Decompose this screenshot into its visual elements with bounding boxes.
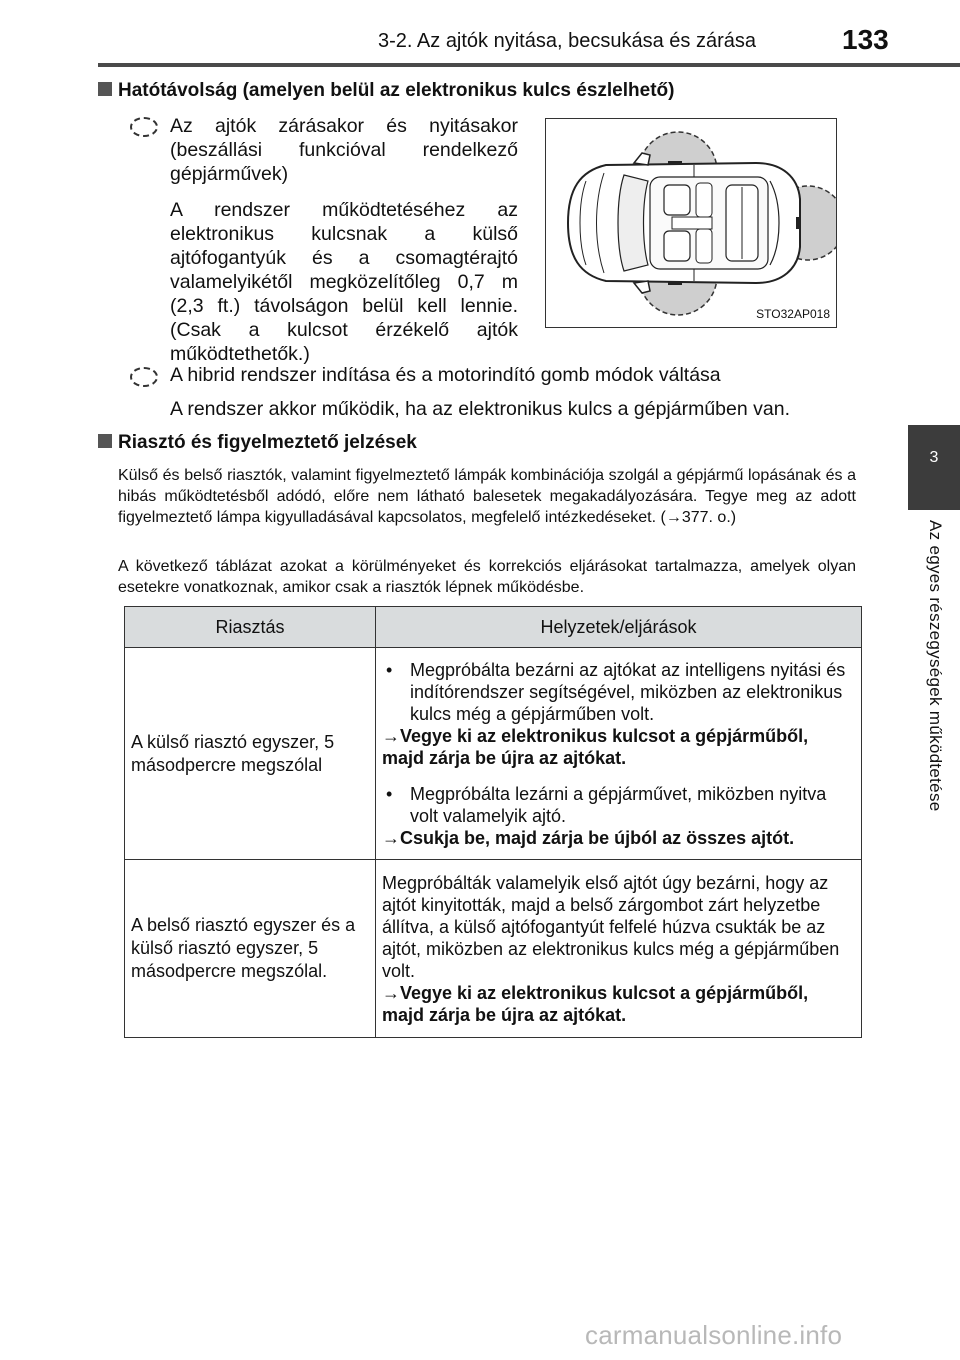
dashed-oval-icon: [130, 117, 158, 137]
arrow-icon: →: [382, 982, 400, 1003]
action-line: →Csukja be, majd zárja be újból az összes ajtót.: [382, 827, 795, 848]
arrow-icon: →: [665, 509, 682, 526]
heading-text: Riasztó és figyelmeztető jelzések: [118, 432, 417, 453]
section-title: 3-2. Az ajtók nyitása, becsukása és zárása: [378, 30, 756, 52]
chapter-title-vertical: [920, 520, 950, 860]
square-bullet-icon: [98, 82, 112, 96]
alarms-paragraph: Külső és belső riasztók, valamint figyelmeztető lámpák kombinációja szolgál a gépjármű lopásának és a hibás működtetésből adódó, előre nem látható balesetek megakadályozására. Tegye meg az adott figyelmeztető lámpa kigyulladásával kapcsolatos, megfelelő intézkedéseket. (→377. o.): [118, 467, 856, 526]
list-item: • Megpróbálta bezárni az ajtókat az intelligens nyitási és indítórendszer segítségével, miközben az elektronikus kulcs még a gépjárműben volt.: [386, 659, 846, 724]
watermark: carmanualsonline.info: [585, 1320, 843, 1350]
door-handle-mark: [668, 161, 682, 165]
figure-code: STO32AP018: [756, 307, 830, 321]
situation-cell: [376, 648, 862, 860]
section-heading-alarms: [98, 432, 417, 454]
column-header-alarm: Riasztás: [125, 607, 376, 648]
table-intro-paragraph: A következő táblázat azokat a körülményeket és korrekciós eljárásokat tartalmazza, amelyek olyan esetekre vonatkoznak, amikor csak a riasztók lépnek működésbe.: [118, 558, 856, 596]
table-header-row: [125, 607, 862, 648]
alarm-table: [124, 606, 862, 1038]
dashed-oval-icon: [130, 367, 158, 387]
action-line: →Vegye ki az elektronikus kulcsot a gépjárműből, majd zárja be újra az ajtókat.: [382, 725, 809, 768]
section-heading-range: [98, 80, 674, 102]
action-line: →Vegye ki az elektronikus kulcsot a gépjárműből, majd zárja be újra az ajtókat.: [382, 982, 809, 1025]
item2-title: A hibrid rendszer indítása és a motorindító gomb módok váltása: [170, 364, 721, 386]
list-item: • Megpróbálta lezárni a gépjárművet, miközben nyitva volt valamelyik ajtó.: [386, 783, 827, 826]
range-diagram: [545, 118, 837, 328]
chapter-title: Az egyes részegységek működtetése: [926, 520, 945, 812]
item1-body: A rendszer működtetéséhez az elektronikus kulcsnak a külső ajtófogantyúk és a csomagtérajtó valamelyikétől megközelítőleg 0,7 m (2,3 ft.) távolságon belül kell lennie. (Csak a kulcsot érzékelő ajtók működtethetők.): [170, 199, 518, 365]
item1-title: Az ajtók zárásakor és nyitásakor (beszállási funkcióval rendelkező gépjárművek): [170, 115, 518, 185]
car-top-view-illustration: [546, 119, 836, 327]
square-bullet-icon: [98, 434, 112, 448]
header-rule: [98, 63, 960, 67]
chapter-tab: [908, 425, 960, 510]
alarm-cell: A belső riasztó egyszer és a külső riasztó egyszer, 5 másodpercre megszólal.: [125, 860, 376, 1038]
page-number: 133: [842, 24, 889, 55]
alarm-cell: A külső riasztó egyszer, 5 másodpercre megszólal: [125, 648, 376, 860]
heading-text: Hatótávolság (amelyen belül az elektronikus kulcs észlelhető): [118, 80, 675, 101]
table-row: [125, 648, 862, 860]
column-header-situation: Helyzetek/eljárások: [376, 607, 862, 648]
situation-cell: Megpróbálták valamelyik első ajtót úgy bezárni, hogy az ajtót kinyitották, majd a belső zárgombot zárt helyzetbe állítva, a külső ajtófogantyút felfelé húzva csukták be az ajtót, miközben az elektronikus kulcs még a gépjárműben volt. →Vegye ki az elektronikus kulcsot a gépjárműből, majd zárja be újra az ajtókat.: [376, 860, 862, 1038]
page-reference[interactable]: 377. o.): [681, 509, 737, 526]
chapter-number: 3: [929, 449, 939, 466]
arrow-icon: →: [382, 827, 400, 848]
table-row: [125, 860, 862, 1038]
arrow-icon: →: [382, 725, 400, 746]
item2-body: A rendszer akkor működik, ha az elektronikus kulcs a gépjárműben van.: [170, 398, 790, 420]
